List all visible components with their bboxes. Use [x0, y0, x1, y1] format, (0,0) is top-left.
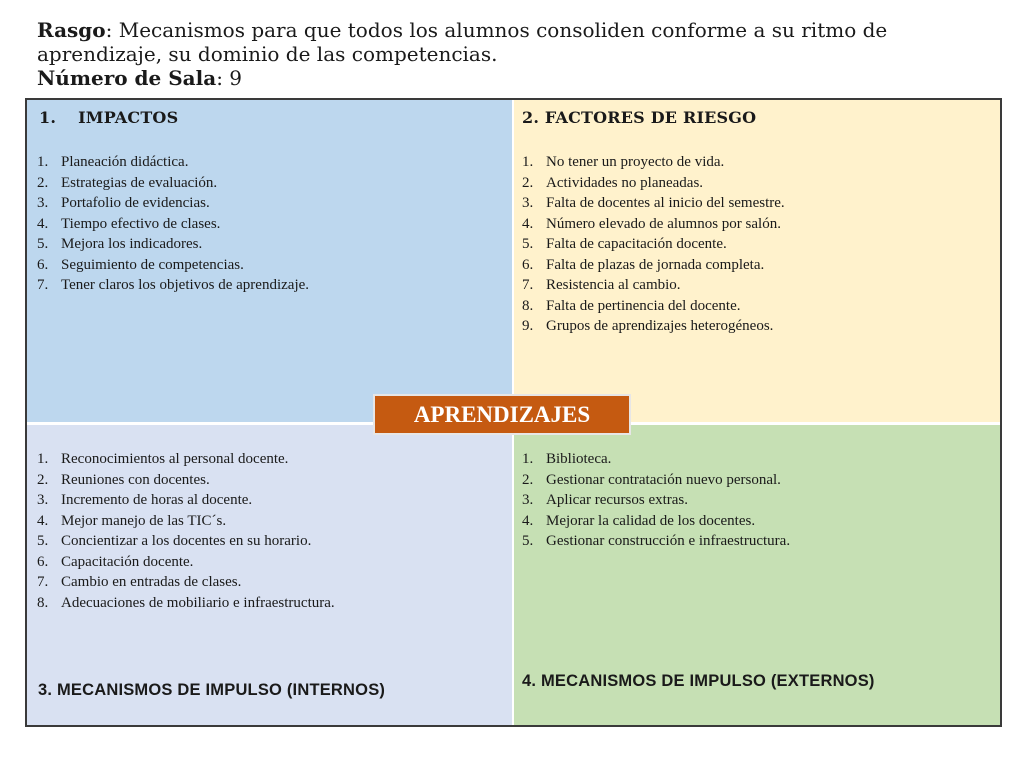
impactos-list-item-number: 4. — [37, 215, 49, 232]
internos-list-item-number: 5. — [37, 533, 49, 549]
impactos-title-text: IMPACTOS — [78, 108, 179, 127]
internos-list-item — [37, 552, 335, 573]
externos-list-item-text: Gestionar contratación nuevo personal. — [546, 471, 781, 488]
internos-list-item-text: Cambio en entradas de clases. — [61, 574, 242, 590]
impactos-list-item-number: 2. — [37, 174, 49, 191]
riesgo-list — [522, 152, 785, 337]
impactos-list-item-text: Tener claros los objetivos de aprendizaje. — [61, 277, 310, 293]
internos-list-item-text: Capacitación docente. — [61, 553, 194, 570]
sala-text: : 9 — [216, 66, 243, 90]
slide-header — [37, 18, 997, 90]
riesgo-list-item-number: 4. — [522, 215, 534, 232]
externos-list-item — [522, 490, 790, 511]
externos-list-item — [522, 449, 790, 470]
impactos-list-item-text: Seguimiento de competencias. — [61, 256, 244, 273]
riesgo-list-item — [522, 214, 785, 235]
riesgo-list-item-number: 1. — [522, 154, 534, 170]
externos-list-item-text: Aplicar recursos extras. — [546, 492, 689, 508]
riesgo-list-item — [522, 173, 785, 194]
internos-list-item — [37, 470, 335, 491]
internos-list-item-number: 1. — [37, 451, 49, 467]
externos-list-item-text: Gestionar construcción e infraestructura. — [546, 533, 791, 549]
riesgo-list-item-text: Falta de pertinencia del docente. — [546, 297, 741, 314]
impactos-list-item-text: Planeación didáctica. — [61, 154, 189, 170]
externos-list-item-number: 2. — [522, 471, 534, 488]
internos-list-item-text: Reconocimientos al personal docente. — [61, 451, 289, 467]
riesgo-list-item-number: 3. — [522, 195, 534, 211]
externos-list-item-text: Mejorar la calidad de los docentes. — [546, 512, 756, 529]
riesgo-title: 2. FACTORES DE RIESGO — [522, 108, 757, 127]
internos-list-item-number: 4. — [37, 512, 49, 529]
impactos-list-item-number: 3. — [37, 195, 49, 211]
riesgo-list-item — [522, 234, 785, 255]
impactos-list-item — [37, 193, 309, 214]
riesgo-list-item-number: 9. — [522, 318, 534, 334]
externos-list-item-number: 1. — [522, 451, 534, 467]
rasgo-text: : Mecanismos para que todos los alumnos consoliden conforme a su ritmo de aprendizaje, su dominio de las competencias. — [37, 18, 888, 66]
impactos-list-item — [37, 173, 309, 194]
internos-list — [37, 449, 335, 613]
impactos-list-item — [37, 275, 309, 296]
internos-list-item-text: Concientizar a los docentes en su horario. — [61, 533, 312, 549]
quadrant-internos — [27, 425, 512, 725]
riesgo-list-item — [522, 275, 785, 296]
impactos-list-item — [37, 214, 309, 235]
riesgo-list-item — [522, 193, 785, 214]
riesgo-list-item-number: 5. — [522, 236, 534, 252]
riesgo-list-item-text: No tener un proyecto de vida. — [546, 154, 725, 170]
externos-list-item — [522, 531, 790, 552]
impactos-list — [37, 152, 309, 296]
quadrant-impactos — [27, 100, 512, 422]
externos-list-item — [522, 511, 790, 532]
riesgo-list-item — [522, 255, 785, 276]
riesgo-list-item-text: Resistencia al cambio. — [546, 277, 681, 293]
internos-list-item-text: Adecuaciones de mobiliario e infraestructura. — [61, 594, 335, 611]
internos-list-item-number: 2. — [37, 471, 49, 488]
internos-list-item-number: 6. — [37, 553, 49, 570]
internos-list-item — [37, 531, 335, 552]
impactos-title — [39, 108, 178, 127]
riesgo-list-item-text: Falta de plazas de jornada completa. — [546, 256, 765, 273]
internos-title: 3. MECANISMOS DE IMPULSO (INTERNOS) — [38, 681, 386, 699]
internos-list-item — [37, 490, 335, 511]
impactos-list-item-text: Tiempo efectivo de clases. — [61, 215, 221, 232]
externos-list-item-number: 5. — [522, 533, 534, 549]
internos-list-item — [37, 511, 335, 532]
riesgo-list-item-text: Falta de capacitación docente. — [546, 236, 727, 252]
internos-list-item — [37, 449, 335, 470]
internos-list-item-number: 3. — [37, 492, 49, 508]
internos-list-item-text: Mejor manejo de las TIC´s. — [61, 512, 227, 529]
impactos-list-item — [37, 255, 309, 276]
riesgo-list-item-number: 8. — [522, 297, 534, 314]
impactos-list-item-text: Portafolio de evidencias. — [61, 195, 210, 211]
internos-list-item-number: 7. — [37, 574, 49, 590]
internos-list-item — [37, 572, 335, 593]
internos-list-item-number: 8. — [37, 594, 49, 611]
externos-list-item — [522, 470, 790, 491]
externos-list — [522, 449, 790, 552]
sala-line — [37, 66, 997, 90]
rasgo-line — [37, 18, 997, 66]
impactos-list-item-number: 6. — [37, 256, 49, 273]
riesgo-list-item — [522, 296, 785, 317]
riesgo-list-item-text: Grupos de aprendizajes heterogéneos. — [546, 318, 774, 334]
externos-list-item-text: Biblioteca. — [546, 451, 612, 467]
externos-list-item-number: 3. — [522, 492, 534, 508]
impactos-list-item-number: 1. — [37, 154, 49, 170]
riesgo-list-item-number: 2. — [522, 174, 534, 191]
impactos-list-item — [37, 234, 309, 255]
impactos-list-item-number: 7. — [37, 277, 49, 293]
externos-list-item-number: 4. — [522, 512, 534, 529]
sala-label: Número de Sala — [37, 66, 217, 90]
riesgo-list-item — [522, 152, 785, 173]
quadrant-externos — [514, 425, 1000, 725]
externos-title: 4. MECANISMOS DE IMPULSO (EXTERNOS) — [522, 672, 875, 690]
internos-list-item — [37, 593, 335, 614]
internos-list-item-text: Incremento de horas al docente. — [61, 492, 253, 508]
quadrant-riesgo — [514, 100, 1000, 422]
riesgo-list-item-text: Actividades no planeadas. — [546, 174, 704, 191]
riesgo-list-item-text: Número elevado de alumnos por salón. — [546, 215, 781, 232]
riesgo-list-item-number: 6. — [522, 256, 534, 273]
impactos-list-item-number: 5. — [37, 236, 49, 252]
riesgo-list-item-number: 7. — [522, 277, 534, 293]
internos-list-item-text: Reuniones con docentes. — [61, 471, 210, 488]
riesgo-list-item — [522, 316, 785, 337]
impactos-list-item — [37, 152, 309, 173]
center-label-badge: APRENDIZAJES — [373, 394, 631, 435]
impactos-list-item-text: Estrategias de evaluación. — [61, 174, 218, 191]
riesgo-list-item-text: Falta de docentes al inicio del semestre. — [546, 195, 785, 211]
rasgo-label: Rasgo — [37, 18, 106, 42]
impactos-title-num: 1. — [39, 108, 57, 127]
impactos-list-item-text: Mejora los indicadores. — [61, 236, 203, 252]
